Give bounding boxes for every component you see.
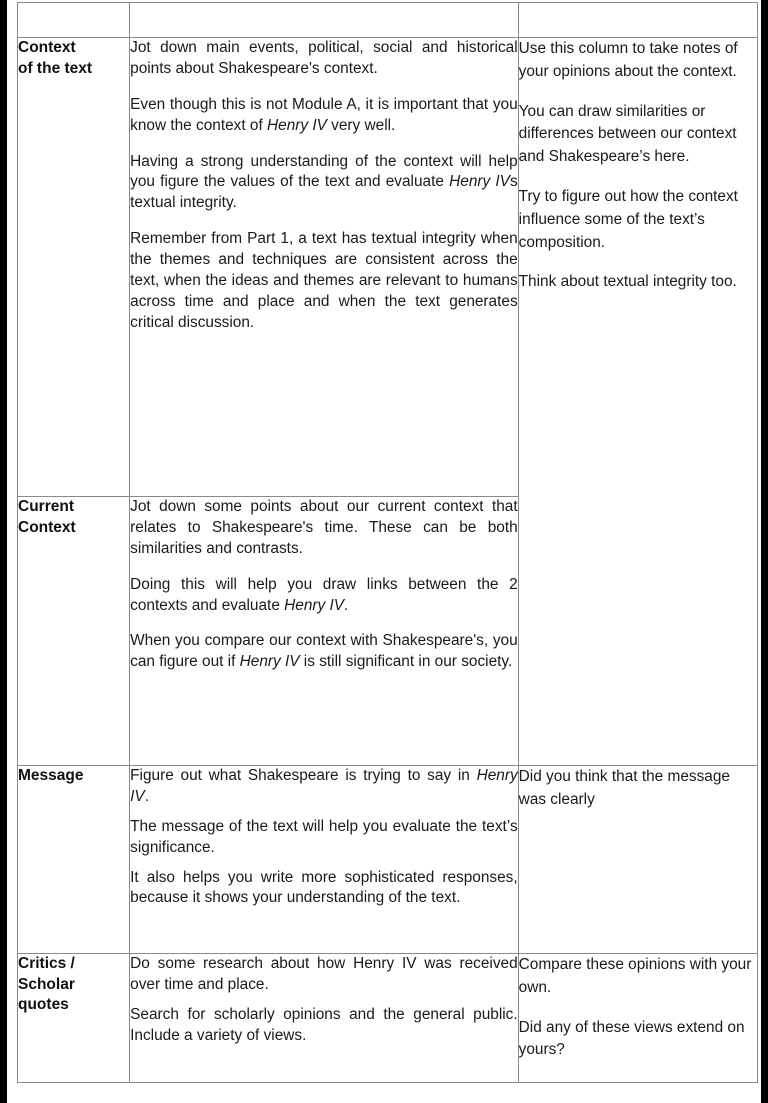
- row-label-line: quotes: [18, 996, 69, 1014]
- answer-cell-critics[interactable]: [130, 954, 519, 1083]
- row-label-message: [18, 766, 130, 954]
- row-label-context: [18, 38, 130, 497]
- answer-paragraph: When you compare our context with Shakespeare's, you can figure out if Henry IV is still significant in our society.: [130, 632, 518, 671]
- answer-paragraph: Search for scholarly opinions and the general public. Include a variety of views.: [130, 1005, 518, 1044]
- work-title-henry-iv: Henry IV: [449, 173, 510, 191]
- table-header-row: [18, 3, 758, 38]
- table-body: [18, 38, 758, 1083]
- work-title-henry-iv: Henry IV: [239, 653, 300, 671]
- work-title-henry-iv: Henry IV: [284, 596, 345, 614]
- answer-paragraph: Remember from Part 1, a text has textual integrity when the themes and techniques are consistent across the text, when the ideas and themes are relevant to humans across time and place and when the text generates critical discussion.: [130, 230, 518, 331]
- answer-paragraph: The message of the text will help you evaluate the text’s significance.: [130, 817, 518, 856]
- row-label-line: Message: [18, 767, 84, 784]
- row-label-critics-scholar-quotes: [18, 954, 130, 1083]
- header-cell-opinion: Opinion / Criticism: [518, 3, 757, 38]
- opinion-cell-context[interactable]: [518, 38, 757, 766]
- header-cell-blank: [18, 3, 130, 38]
- answer-cell-current-context[interactable]: [130, 497, 519, 766]
- opinion-paragraph: Compare these opinions with your own.: [518, 956, 752, 996]
- page-left-edge-strip: [0, 0, 7, 1103]
- answer-paragraph: Having a strong understanding of the context will help you figure the values of the text and evaluate Henry IVs textual integrity.: [130, 152, 518, 212]
- row-label-current-context: [18, 497, 130, 766]
- row-label-line: Context: [18, 39, 76, 56]
- answer-cell-message[interactable]: [130, 766, 519, 954]
- page-right-edge-strip: [761, 0, 768, 1103]
- row-label-line: Scholar: [18, 975, 75, 993]
- answer-paragraph: Jot down some points about our current context that relates to Shakespeare's time. These can be both similarities and contrasts.: [130, 498, 518, 557]
- worksheet-table: [17, 2, 758, 1083]
- answer-paragraph: It also helps you write more sophisticated responses, because it shows your understanding of the text.: [130, 868, 518, 907]
- work-title-henry-iv: Henry IV: [267, 116, 327, 134]
- answer-paragraph: Doing this will help you draw links between the 2 contexts and evaluate Henry IV.: [130, 575, 518, 614]
- header-cell-answer: Answer: [130, 3, 519, 38]
- work-title-henry-iv: Henry IV: [130, 767, 518, 805]
- opinion-paragraph: Did any of these views extend on yours?: [518, 1018, 745, 1059]
- table-header: [18, 3, 758, 38]
- table-row: [18, 38, 758, 497]
- document-page: [7, 0, 761, 1103]
- opinion-paragraph: Did you think that the message was clearly: [518, 768, 730, 808]
- answer-paragraph: Even though this is not Module A, it is important that you know the context of Henry IV very well.: [130, 95, 518, 134]
- opinion-paragraph: You can draw similarities or differences between our context and Shakespeare’s here.: [518, 102, 737, 166]
- opinion-paragraph: Think about textual integrity too.: [518, 273, 737, 291]
- table-row: [18, 954, 758, 1083]
- row-label-line: Current: [18, 498, 74, 515]
- answer-cell-context[interactable]: [130, 38, 519, 497]
- opinion-cell-critics[interactable]: [518, 954, 757, 1083]
- row-label-line: Critics /: [18, 955, 75, 972]
- table-row: [18, 766, 758, 954]
- row-label-line: of the text: [18, 59, 93, 77]
- answer-paragraph: Do some research about how Henry IV was received over time and place.: [130, 955, 518, 993]
- opinion-paragraph: Try to figure out how the context influence some of the text’s composition.: [518, 187, 738, 251]
- answer-paragraph: Figure out what Shakespeare is trying to say in Henry IV.: [130, 767, 518, 805]
- answer-paragraph: Jot down main events, political, social and historical points about Shakespeare's context.: [130, 39, 518, 77]
- opinion-cell-message[interactable]: [518, 766, 757, 954]
- opinion-paragraph: Use this column to take notes of your opinions about the context.: [518, 40, 738, 80]
- row-label-line: Context: [18, 518, 76, 536]
